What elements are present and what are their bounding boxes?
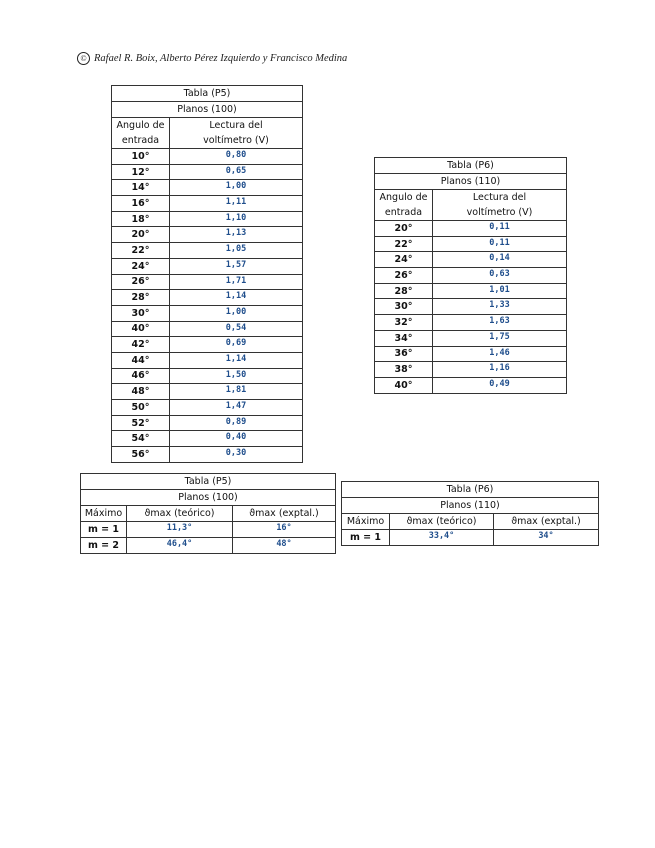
voltage-cell: 1,05 [170,243,303,259]
table-row [375,268,567,284]
table-subtitle: Planos (110) [342,498,599,514]
copyright-icon: © [77,52,90,65]
table-row [375,315,567,331]
table-subtitle: Planos (100) [112,102,303,118]
table-row [375,377,567,393]
angle-cell: 52° [112,415,170,431]
voltage-cell: 0,30 [170,447,303,463]
voltage-cell: 1,63 [433,315,567,331]
table-row [112,196,303,212]
table-row [112,384,303,400]
angle-cell: 12° [112,164,170,180]
table-row [112,149,303,165]
voltage-cell: 1,47 [170,400,303,416]
experimental-cell: 16° [233,522,336,538]
voltage-cell: 1,16 [433,362,567,378]
voltage-cell: 0,65 [170,164,303,180]
table-row [375,283,567,299]
voltage-cell: 0,49 [433,377,567,393]
angle-cell: 36° [375,346,433,362]
theoretical-cell: 46,4° [127,538,233,554]
voltage-cell: 0,40 [170,431,303,447]
theoretical-cell: 33,4° [390,530,494,546]
voltage-cell: 1,00 [170,180,303,196]
voltage-cell: 1,14 [170,290,303,306]
table-row [81,522,336,538]
angle-cell: 22° [112,243,170,259]
voltage-cell: 1,11 [170,196,303,212]
voltage-cell: 0,14 [433,252,567,268]
angle-cell: 30° [112,305,170,321]
angle-cell: 28° [112,290,170,306]
column-header-experimental: ϑmax (exptal.) [233,506,336,522]
voltage-cell: 1,50 [170,368,303,384]
voltage-cell: 0,54 [170,321,303,337]
table-title: Tabla (P5) [112,86,303,102]
table-row [112,337,303,353]
voltage-cell: 0,80 [170,149,303,165]
table-row [112,227,303,243]
column-header-angle: Angulo de entrada [375,190,433,221]
angle-cell: 54° [112,431,170,447]
angle-cell: 22° [375,236,433,252]
angle-cell: 10° [112,149,170,165]
table-row [112,243,303,259]
table-row [112,321,303,337]
table-row [112,180,303,196]
angle-cell: 32° [375,315,433,331]
column-header-theoretical: ϑmax (teórico) [390,514,494,530]
max-order-cell: m = 1 [81,522,127,538]
voltage-cell: 1,71 [170,274,303,290]
table-row [342,530,599,546]
angle-cell: 26° [112,274,170,290]
table-subtitle: Planos (110) [375,174,567,190]
table-row [112,400,303,416]
column-header-max: Máximo [81,506,127,522]
table-row [375,221,567,237]
column-header-angle: Angulo de entrada [112,118,170,149]
max-order-cell: m = 1 [342,530,390,546]
table-row [112,211,303,227]
angle-cell: 46° [112,368,170,384]
table-row [375,299,567,315]
angle-cell: 42° [112,337,170,353]
angle-cell: 20° [375,221,433,237]
max-table-p5 [80,473,336,554]
voltage-cell: 1,13 [170,227,303,243]
voltage-cell: 1,75 [433,330,567,346]
angle-cell: 44° [112,352,170,368]
table-row [112,164,303,180]
angle-cell: 24° [112,258,170,274]
angle-cell: 30° [375,299,433,315]
voltage-cell: 0,11 [433,221,567,237]
table-row [375,236,567,252]
angle-cell: 16° [112,196,170,212]
voltage-cell: 1,33 [433,299,567,315]
voltage-cell: 1,01 [433,283,567,299]
experimental-cell: 48° [233,538,336,554]
angle-cell: 14° [112,180,170,196]
table-row [112,415,303,431]
angle-cell: 40° [112,321,170,337]
angle-cell: 28° [375,283,433,299]
table-row [81,538,336,554]
table-row [112,352,303,368]
table-subtitle: Planos (100) [81,490,336,506]
table-row [112,258,303,274]
table-row [112,431,303,447]
theoretical-cell: 11,3° [127,522,233,538]
column-header-max: Máximo [342,514,390,530]
table-row [375,252,567,268]
voltage-cell: 1,81 [170,384,303,400]
angle-cell: 26° [375,268,433,284]
voltage-cell: 1,00 [170,305,303,321]
angle-cell: 20° [112,227,170,243]
table-title: Tabla (P5) [81,474,336,490]
table-row [112,290,303,306]
table-row [112,274,303,290]
max-order-cell: m = 2 [81,538,127,554]
angle-cell: 38° [375,362,433,378]
column-header-voltage: Lectura del voltímetro (V) [433,190,567,221]
voltage-cell: 0,89 [170,415,303,431]
angle-cell: 24° [375,252,433,268]
table-row [112,368,303,384]
max-table-p6 [341,481,599,546]
angle-cell: 56° [112,447,170,463]
table-row [112,305,303,321]
voltage-cell: 1,10 [170,211,303,227]
page-header [77,52,347,65]
table-title: Tabla (P6) [342,482,599,498]
table-row [375,362,567,378]
column-header-experimental: ϑmax (exptal.) [494,514,599,530]
voltage-cell: 1,46 [433,346,567,362]
angle-cell: 34° [375,330,433,346]
table-row [112,447,303,463]
voltage-cell: 0,11 [433,236,567,252]
table-row [375,330,567,346]
angle-cell: 48° [112,384,170,400]
voltage-cell: 0,63 [433,268,567,284]
voltage-cell: 0,69 [170,337,303,353]
column-header-theoretical: ϑmax (teórico) [127,506,233,522]
voltage-cell: 1,14 [170,352,303,368]
voltage-cell: 1,57 [170,258,303,274]
experimental-cell: 34° [494,530,599,546]
table-p6 [374,157,567,394]
authors: Rafael R. Boix, Alberto Pérez Izquierdo y Francisco Medina [94,52,348,64]
table-title: Tabla (P6) [375,158,567,174]
table-row [375,346,567,362]
table-p5 [111,85,303,463]
angle-cell: 18° [112,211,170,227]
angle-cell: 40° [375,377,433,393]
column-header-voltage: Lectura del voltímetro (V) [170,118,303,149]
angle-cell: 50° [112,400,170,416]
